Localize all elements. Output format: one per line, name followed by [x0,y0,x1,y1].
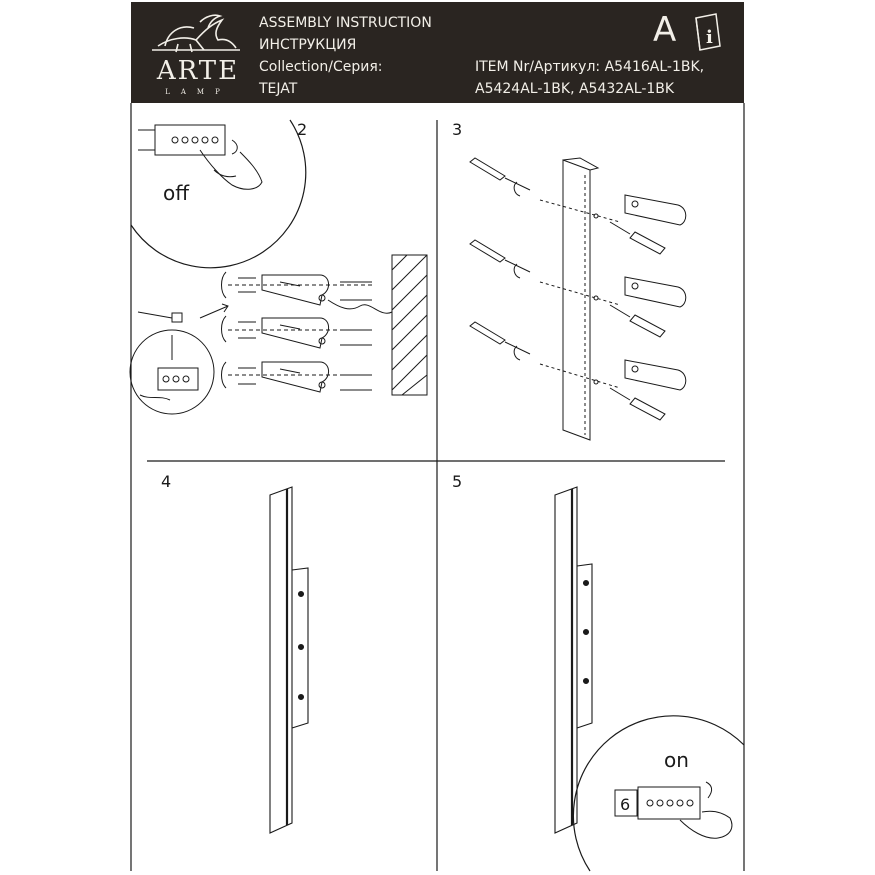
title-en: ASSEMBLY INSTRUCTION [259,15,432,31]
brand-subtitle: LAMP [165,88,231,96]
svg-text:i: i [706,27,713,48]
title-ru: ИНСТРУКЦИЯ [259,37,357,53]
collection-name: TEJAT [259,81,298,97]
step-number-5: 5 [452,472,463,491]
step-number-4: 4 [161,472,172,491]
step-number-3: 3 [452,120,463,139]
brand-logo: ARTE [156,56,240,86]
step-number-2: 2 [297,120,308,139]
power-on-label: on [664,748,689,772]
item-numbers-line2: A5424AL-1BK, A5432AL-1BK [475,81,675,97]
item-numbers-line1: ITEM Nr/Артикул: A5416AL-1BK, [475,59,705,75]
power-off-label: off [163,181,190,205]
collection-label: Collection/Серия: [259,59,383,75]
step-number-6: 6 [620,795,631,814]
language-letter: A [653,10,677,50]
